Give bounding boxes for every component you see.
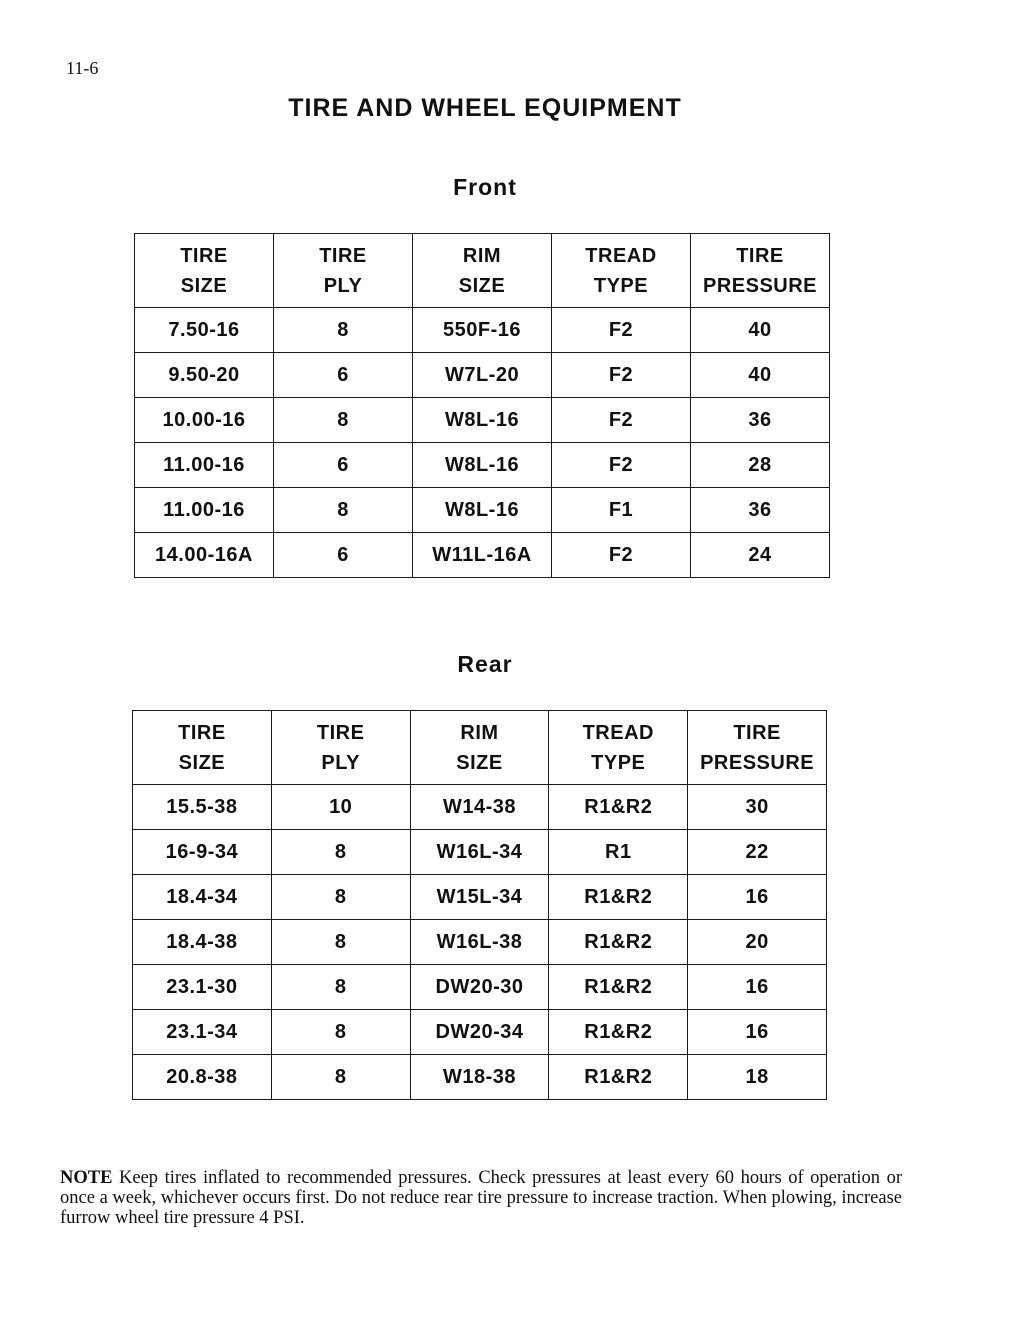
header-tire-ply: TIRE PLY — [271, 711, 410, 785]
cell-tire-pressure: 36 — [691, 488, 830, 533]
cell-rim-size: DW20-34 — [410, 1010, 549, 1055]
table-row — [135, 398, 830, 443]
note-label: NOTE — [60, 1168, 113, 1188]
table-row — [135, 443, 830, 488]
cell-tread-type: F2 — [552, 443, 691, 488]
table-row — [135, 488, 830, 533]
table-row — [133, 785, 827, 830]
cell-tire-size: 16-9-34 — [133, 830, 272, 875]
cell-tire-size: 23.1-30 — [133, 965, 272, 1010]
cell-tire-pressure: 36 — [691, 398, 830, 443]
cell-tire-size: 11.00-16 — [135, 488, 274, 533]
cell-rim-size: W16L-38 — [410, 920, 549, 965]
cell-tire-size: 20.8-38 — [133, 1055, 272, 1100]
cell-tire-ply: 8 — [271, 830, 410, 875]
cell-tread-type: F2 — [552, 533, 691, 578]
cell-tire-ply: 10 — [271, 785, 410, 830]
header-tire-size: TIRE SIZE — [133, 711, 272, 785]
table-row — [133, 965, 827, 1010]
cell-tire-pressure: 40 — [691, 308, 830, 353]
header-tire-pressure: TIRE PRESSURE — [691, 234, 830, 308]
cell-tire-ply: 6 — [274, 353, 413, 398]
cell-tire-ply: 8 — [274, 308, 413, 353]
cell-tire-pressure: 18 — [688, 1055, 827, 1100]
rear-tire-table — [132, 710, 827, 1100]
cell-tire-pressure: 16 — [688, 965, 827, 1010]
cell-tread-type: R1&R2 — [549, 920, 688, 965]
front-header-row — [135, 234, 830, 308]
cell-rim-size: DW20-30 — [410, 965, 549, 1010]
cell-tire-size: 18.4-38 — [133, 920, 272, 965]
cell-tread-type: F2 — [552, 308, 691, 353]
front-section-title: Front — [453, 174, 517, 200]
cell-tire-size: 9.50-20 — [135, 353, 274, 398]
cell-tire-pressure: 24 — [691, 533, 830, 578]
table-row — [135, 353, 830, 398]
cell-tire-size: 18.4-34 — [133, 875, 272, 920]
table-row — [133, 875, 827, 920]
cell-tire-size: 14.00-16A — [135, 533, 274, 578]
table-row — [135, 533, 830, 578]
cell-tire-size: 10.00-16 — [135, 398, 274, 443]
cell-tire-pressure: 20 — [688, 920, 827, 965]
cell-tire-pressure: 16 — [688, 1010, 827, 1055]
cell-tread-type: R1&R2 — [549, 965, 688, 1010]
cell-tread-type: R1 — [549, 830, 688, 875]
cell-tire-ply: 6 — [274, 533, 413, 578]
cell-rim-size: W8L-16 — [413, 443, 552, 488]
header-rim-size: RIM SIZE — [413, 234, 552, 308]
cell-rim-size: W15L-34 — [410, 875, 549, 920]
cell-rim-size: W18-38 — [410, 1055, 549, 1100]
cell-tire-pressure: 16 — [688, 875, 827, 920]
cell-rim-size: W16L-34 — [410, 830, 549, 875]
cell-tire-size: 11.00-16 — [135, 443, 274, 488]
front-tire-table — [134, 233, 830, 578]
table-row — [133, 1010, 827, 1055]
note-text: Keep tires inflated to recommended pressures. Check pressures at least every 60 hours of operation or once a week, whichever occurs first. Do not reduce rear tire pressure to increase traction. When plowing, increase furrow wheel tire pressure 4 PSI. — [60, 1168, 903, 1228]
header-tire-ply: TIRE PLY — [274, 234, 413, 308]
header-tread-type: TREAD TYPE — [549, 711, 688, 785]
header-tire-size: TIRE SIZE — [135, 234, 274, 308]
cell-tire-size: 23.1-34 — [133, 1010, 272, 1055]
cell-tire-ply: 8 — [271, 1010, 410, 1055]
cell-rim-size: 550F-16 — [413, 308, 552, 353]
rear-header-row — [133, 711, 827, 785]
header-rim-size: RIM SIZE — [410, 711, 549, 785]
cell-tire-ply: 8 — [271, 965, 410, 1010]
cell-rim-size: W8L-16 — [413, 488, 552, 533]
header-tread-type: TREAD TYPE — [552, 234, 691, 308]
cell-tread-type: F1 — [552, 488, 691, 533]
cell-rim-size: W14-38 — [410, 785, 549, 830]
cell-tread-type: R1&R2 — [549, 1010, 688, 1055]
page-number: 11-6 — [66, 58, 99, 78]
cell-tire-ply: 8 — [274, 398, 413, 443]
table-row — [135, 308, 830, 353]
note-paragraph — [60, 1168, 902, 1228]
page-title: TIRE AND WHEEL EQUIPMENT — [288, 94, 682, 122]
cell-tire-ply: 8 — [271, 875, 410, 920]
cell-rim-size: W7L-20 — [413, 353, 552, 398]
cell-tire-pressure: 30 — [688, 785, 827, 830]
cell-tire-size: 15.5-38 — [133, 785, 272, 830]
table-row — [133, 920, 827, 965]
cell-tread-type: R1&R2 — [549, 785, 688, 830]
cell-tread-type: R1&R2 — [549, 1055, 688, 1100]
rear-section-title: Rear — [457, 651, 513, 677]
cell-tire-ply: 8 — [271, 920, 410, 965]
cell-tire-ply: 8 — [274, 488, 413, 533]
header-tire-pressure: TIRE PRESSURE — [688, 711, 827, 785]
cell-rim-size: W8L-16 — [413, 398, 552, 443]
cell-tire-pressure: 28 — [691, 443, 830, 488]
cell-tire-ply: 6 — [274, 443, 413, 488]
cell-tire-pressure: 22 — [688, 830, 827, 875]
cell-tire-pressure: 40 — [691, 353, 830, 398]
cell-tire-size: 7.50-16 — [135, 308, 274, 353]
table-row — [133, 1055, 827, 1100]
cell-tire-ply: 8 — [271, 1055, 410, 1100]
cell-tread-type: F2 — [552, 398, 691, 443]
cell-tread-type: R1&R2 — [549, 875, 688, 920]
cell-tread-type: F2 — [552, 353, 691, 398]
cell-rim-size: W11L-16A — [413, 533, 552, 578]
table-row — [133, 830, 827, 875]
